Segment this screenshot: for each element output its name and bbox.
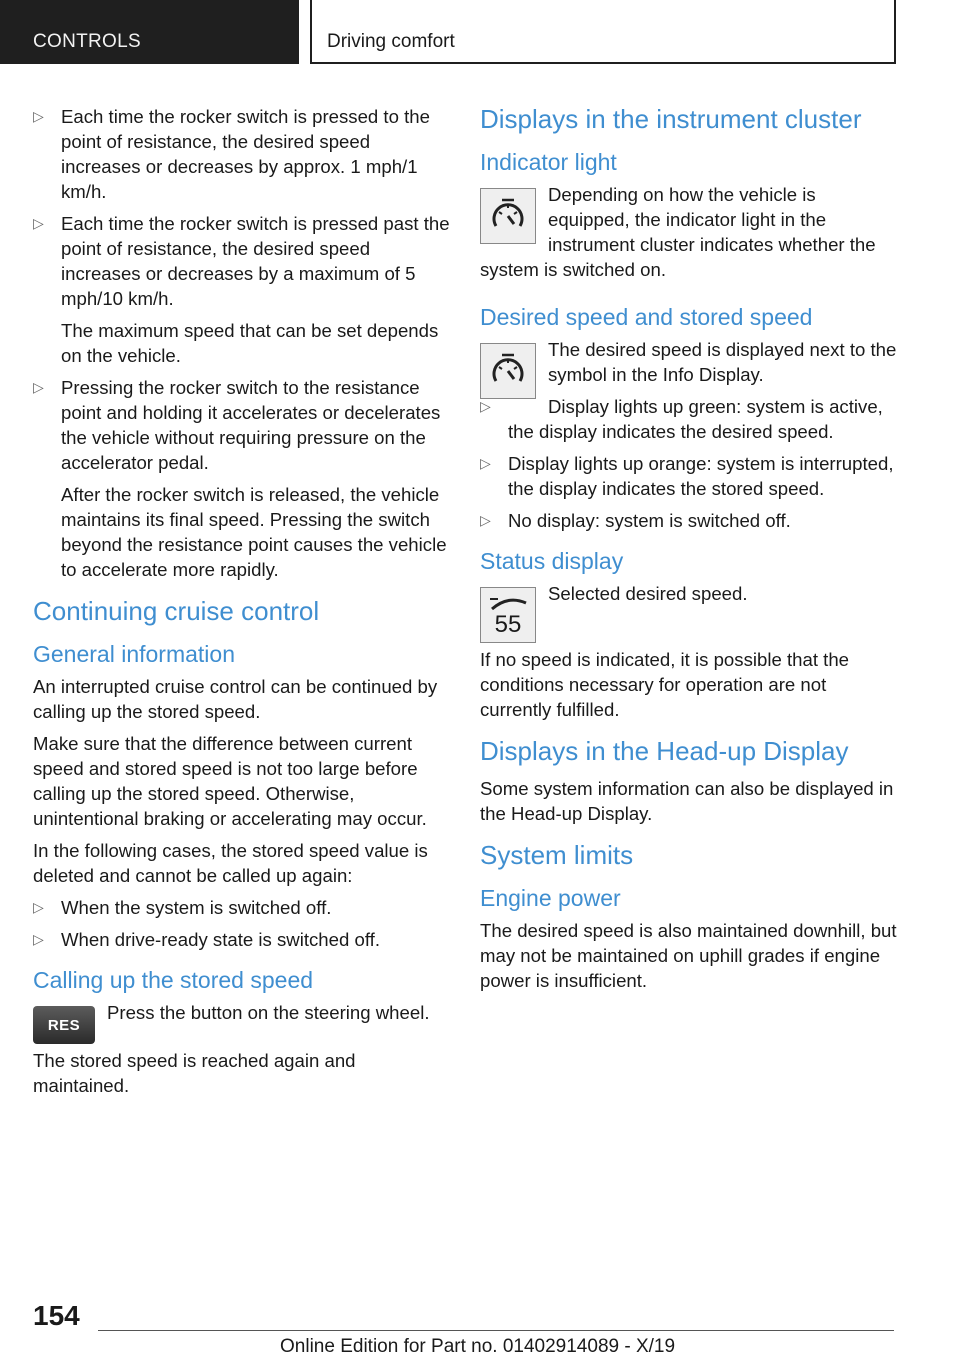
- desired-list: [480, 451, 898, 533]
- heading-calling: Calling up the stored speed: [33, 967, 314, 993]
- speedometer-icon: [480, 343, 536, 399]
- indicator-block: [480, 182, 898, 289]
- res-block: [33, 1000, 451, 1048]
- triangle-bullet-icon: ▷: [33, 379, 44, 395]
- triangle-bullet-icon: ▷: [480, 455, 491, 471]
- paragraph: Selected desired speed.: [548, 583, 748, 604]
- paragraph: The stored speed is reached again and maintained.: [33, 1050, 356, 1096]
- triangle-bullet-icon: ▷: [33, 215, 44, 231]
- paragraph: Depending on how the vehicle is equipped, the indicator light in the instrument cluster indicates whether the system is switched on.: [480, 184, 876, 280]
- list-item: ▷ Each time the rocker switch is pressed past the point of resistance, the desired speed increases or decreases by a maximum of 5 mph/10 km/h. The maximum speed that can be set depends on the vehicle.: [33, 213, 450, 366]
- list-item: ▷ When drive-ready state is switched off.: [33, 929, 380, 950]
- triangle-bullet-icon: ▷: [33, 899, 44, 915]
- desired-block: [480, 337, 898, 451]
- triangle-bullet-icon: ▷: [33, 931, 44, 947]
- right-column: [480, 104, 898, 1000]
- list-item-note: The maximum speed that can be set depends on the vehicle.: [61, 320, 439, 366]
- footer-edition: Online Edition for Part no. 01402914089 - X/19: [280, 1336, 676, 1357]
- list-item: ▷ Each time the rocker switch is pressed to the point of resistance, the desired speed increases or decreases by approx. 1 mph/1 km/h.: [33, 106, 430, 202]
- heading-continuing: Continuing cruise control: [33, 596, 320, 626]
- list-item: ▷ Display lights up green: system is active, the display indicates the desired speed.: [480, 396, 883, 442]
- footer-divider: [98, 1330, 894, 1331]
- chapter-title: Driving comfort: [327, 31, 455, 52]
- list-item: ▷ Pressing the rocker switch to the resistance point and holding it accelerates or decelerates the vehicle without requiring pressure on the accelerator pedal. After the rocker switch is released, the vehicle maintains its final speed. Pressing the switch beyond the resistance point causes the vehicle to accelerate more rapidly.: [33, 375, 451, 582]
- heading-hud: Displays in the Head-up Display: [480, 736, 849, 766]
- status-speed-icon: [480, 587, 536, 643]
- list-item: ▷ Display lights up orange: system is interrupted, the display indicates the stored speed.: [480, 453, 894, 499]
- res-button-icon: RES: [33, 1006, 95, 1044]
- paragraph: An interrupted cruise control can be continued by calling up the stored speed.: [33, 676, 438, 722]
- desired-inner-list: [480, 394, 898, 444]
- triangle-bullet-icon: ▷: [480, 398, 491, 414]
- heading-limits: System limits: [480, 840, 634, 870]
- paragraph: Make sure that the difference between current speed and stored speed is not too large before calling up the stored speed. Otherwise, unintentional braking or accelerating may occur.: [33, 733, 427, 829]
- status-speed-number: 55: [494, 611, 522, 638]
- paragraph: Press the button on the steering wheel.: [107, 1002, 430, 1023]
- paragraph: In the following cases, the stored speed value is deleted and cannot be called up again:: [33, 840, 428, 886]
- section-title: CONTROLS: [33, 31, 141, 52]
- left-column: [33, 104, 451, 1105]
- rocker-switch-list: [33, 104, 451, 582]
- heading-indicator: Indicator light: [480, 149, 617, 175]
- page-number: 154: [33, 1300, 80, 1331]
- triangle-bullet-icon: ▷: [33, 108, 44, 124]
- status-block: [480, 581, 898, 647]
- heading-displays: Displays in the instrument cluster: [480, 104, 862, 134]
- paragraph: Some system information can also be displayed in the Head-up Display.: [480, 778, 894, 824]
- speedometer-icon: [480, 188, 536, 244]
- deleted-cases-list: [33, 895, 451, 952]
- triangle-bullet-icon: ▷: [480, 512, 491, 528]
- paragraph: The desired speed is displayed next to the symbol in the Info Display.: [548, 339, 897, 385]
- heading-engine: Engine power: [480, 885, 621, 911]
- list-item-note: After the rocker switch is released, the vehicle maintains its final speed. Pressing the switch beyond the resistance point causes the vehicle to accelerate more rapidly.: [61, 484, 447, 580]
- paragraph: The desired speed is also maintained downhill, but may not be maintained on uphill grades if engine power is insufficient.: [480, 920, 897, 991]
- paragraph: If no speed is indicated, it is possible that the conditions necessary for operation are not currently fulfilled.: [480, 649, 849, 720]
- heading-desired: Desired speed and stored speed: [480, 304, 813, 330]
- heading-general: General information: [33, 641, 235, 667]
- chapter-tab: [310, 0, 896, 64]
- heading-status: Status display: [480, 548, 624, 574]
- list-item: ▷ No display: system is switched off.: [480, 510, 791, 531]
- section-tab: [0, 0, 299, 64]
- list-item: ▷ When the system is switched off.: [33, 897, 332, 918]
